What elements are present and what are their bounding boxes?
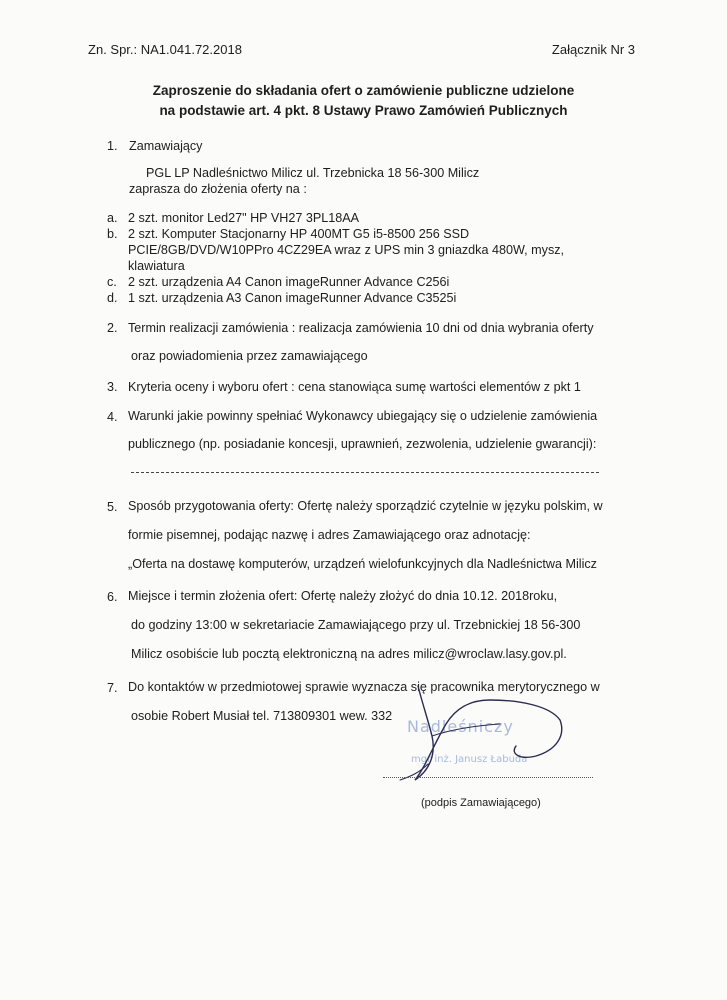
section-4-line1: Warunki jakie powinny spełniać Wykonawcy ubiegający się o udzielenie zamówienia bbox=[128, 409, 598, 423]
item-d-text: 1 szt. urządzenia A3 Canon imageRunner Advance C3525i bbox=[128, 291, 457, 305]
section-6-line2: do godziny 13:00 w sekretariacie Zamawiającego przy ul. Trzebnickiej 18 56-300 bbox=[131, 618, 581, 632]
section-7-number: 7. bbox=[107, 681, 118, 695]
section-5-line2: formie pisemnej, podając nazwę i adres Zamawiającego oraz adnotację: bbox=[128, 528, 531, 542]
item-b-line2: PCIE/8GB/DVD/W10PPro 4CZ29EA wraz z UPS min 3 gniazdka 480W, mysz, bbox=[128, 243, 565, 257]
section-6-number: 6. bbox=[107, 590, 118, 604]
section-6-line3: Milicz osobiście lub pocztą elektroniczną na adres milicz@wroclaw.lasy.gov.pl. bbox=[131, 647, 567, 661]
section-1-heading: Zamawiający bbox=[129, 139, 203, 153]
document-title-line1: Zaproszenie do składania ofert o zamówienie publiczne udzielone bbox=[152, 83, 575, 98]
section-5-line3: „Oferta na dostawę komputerów, urządzeń wielofunkcyjnych dla Nadleśnictwa Milicz bbox=[128, 557, 597, 571]
item-a-letter: a. bbox=[107, 211, 118, 225]
section-1-line1: PGL LP Nadleśnictwo Milicz ul. Trzebnicka 18 56-300 Milicz bbox=[146, 166, 480, 180]
item-a-text: 2 szt. monitor Led27" HP VH27 3PL18AA bbox=[128, 211, 360, 225]
stamp-name: mgr inż. Janusz Łabuda bbox=[411, 754, 528, 765]
section-2-line2: oraz powiadomienia przez zamawiającego bbox=[131, 349, 368, 363]
section-3-line1: Kryteria oceny i wyboru ofert : cena stanowiąca sumę wartości elementów z pkt 1 bbox=[128, 380, 581, 394]
item-c-letter: c. bbox=[107, 275, 117, 289]
handwritten-signature bbox=[360, 680, 590, 790]
section-5-number: 5. bbox=[107, 500, 118, 514]
item-c-text: 2 szt. urządzenia A4 Canon imageRunner Advance C256i bbox=[128, 275, 450, 289]
signature-line bbox=[383, 777, 593, 778]
item-b-letter: b. bbox=[107, 227, 118, 241]
stamp-title: Nadleśniczy bbox=[407, 717, 514, 736]
section-1-line2: zaprasza do złożenia oferty na : bbox=[129, 182, 307, 196]
section-5-line1: Sposób przygotowania oferty: Ofertę należy sporządzić czytelnie w języku polskim, w bbox=[128, 499, 603, 513]
signature-caption: (podpis Zamawiającego) bbox=[421, 797, 541, 809]
document-title-line2: na podstawie art. 4 pkt. 8 Ustawy Prawo Zamówień Publicznych bbox=[159, 103, 568, 118]
blank-fill-line bbox=[131, 472, 599, 473]
item-d-letter: d. bbox=[107, 291, 118, 305]
section-4-line2: publicznego (np. posiadanie koncesji, uprawnień, zezwolenia, udzielenie gwarancji): bbox=[128, 437, 597, 451]
item-b-line3: klawiatura bbox=[128, 259, 185, 273]
section-3-number: 3. bbox=[107, 380, 118, 394]
section-2-line1: Termin realizacji zamówienia : realizacja zamówienia 10 dni od dnia wybrania oferty bbox=[128, 321, 594, 335]
section-2-number: 2. bbox=[107, 321, 118, 335]
reference-number: Zn. Spr.: NA1.041.72.2018 bbox=[88, 42, 242, 57]
section-7-line1: Do kontaktów w przedmiotowej sprawie wyznacza się pracownika merytorycznego w bbox=[128, 680, 600, 694]
section-1-number: 1. bbox=[107, 139, 118, 153]
section-6-line1: Miejsce i termin złożenia ofert: Ofertę należy złożyć do dnia 10.12. 2018roku, bbox=[128, 589, 558, 603]
item-b-line1: 2 szt. Komputer Stacjonarny HP 400MT G5 i5-8500 256 SSD bbox=[128, 227, 470, 241]
section-4-number: 4. bbox=[107, 410, 118, 424]
section-7-line2: osobie Robert Musiał tel. 713809301 wew. 332 bbox=[131, 709, 393, 723]
attachment-number: Załącznik Nr 3 bbox=[551, 42, 635, 57]
